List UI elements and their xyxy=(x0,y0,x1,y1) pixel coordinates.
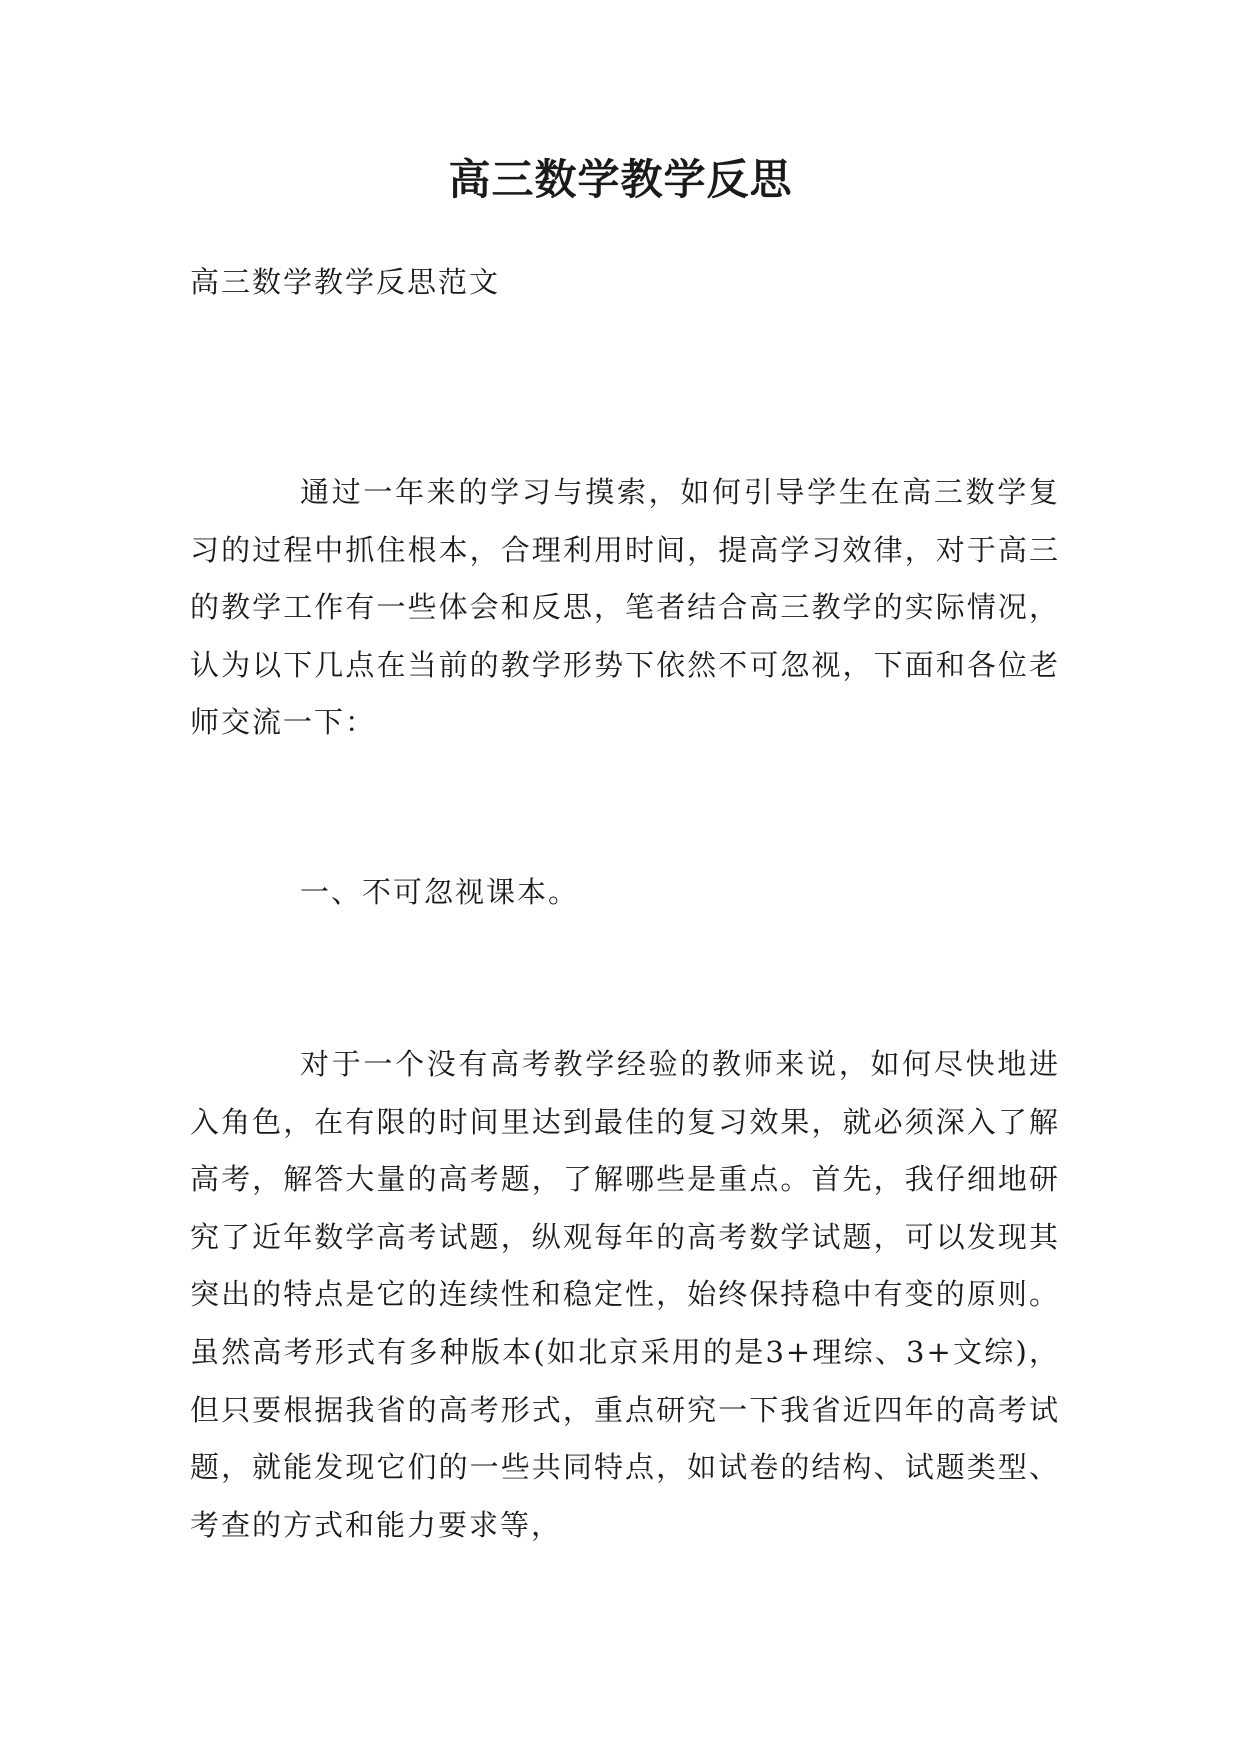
paragraph-section-1: 对于一个没有高考教学经验的教师来说，如何尽快地进入角色，在有限的时间里达到最佳的复习效果，就必须深入了解高考，解答大量的高考题，了解哪些是重点。首先，我仔细地研究了近年数学高考试题，纵观每年的高考数学试题，可以发现其突出的特点是它的连续性和稳定性，始终保持稳中有变的原则。虽然高考形式有多种版本(如北京采用的是3+理综、3+文综)，但只要根据我省的高考形式，重点研究一下我省近四年的高考试题，就能发现它们的一些共同特点，如试卷的结构、试题类型、考查的方式和能力要求等， xyxy=(190,1047,1060,1542)
document-subtitle: 高三数学教学反思范文 xyxy=(190,265,501,299)
document-title: 高三数学教学反思 xyxy=(448,155,793,204)
section-heading-1: 一、不可忽视课本。 xyxy=(300,875,580,909)
paragraph-intro: 通过一年来的学习与摸索，如何引导学生在高三数学复习的过程中抓住根本，合理利用时间，提高学习效律，对于高三的教学工作有一些体会和反思，笔者结合高三教学的实际情况，认为以下几点在当前的教学形势下依然不可忽视，下面和各位老师交流一下： xyxy=(190,475,1060,740)
